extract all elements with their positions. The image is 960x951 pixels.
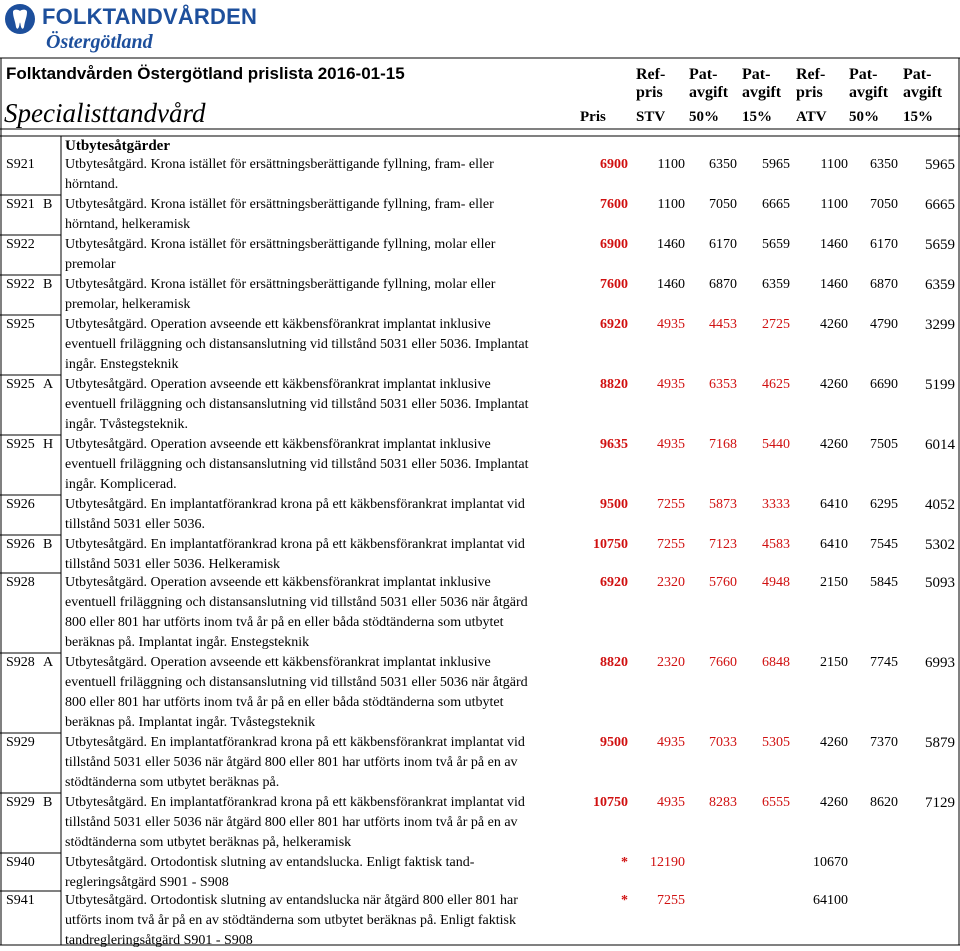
column-header-bottom-6: 15% <box>903 109 933 125</box>
row-description: Utbytesåtgärd. En implantatförankrad krona på ett käkbensförankrat implantat vid tillstånd 5031 eller 5036. Helkeramisk <box>65 537 525 572</box>
cell-pris: 8820 <box>600 655 628 670</box>
cell-pat50-stv: 6353 <box>709 377 737 392</box>
column-header-bottom-3: 15% <box>742 109 772 125</box>
row-description: Utbytesåtgärd. Ortodontisk slutning av entandslucka när åtgärd 800 eller 801 har utförts inom två år på en av stödtänderna som utbytet beräknas på. Enligt faktisk tandregleringsåtgärd S901 - S908 <box>65 893 518 948</box>
table-row <box>0 495 960 535</box>
row-code: S925 <box>6 317 35 332</box>
cell-pris: 8820 <box>600 377 628 392</box>
row-description: Utbytesåtgärd. En implantatförankrad krona på ett käkbensförankrat implantat vid tillstånd 5031 eller 5036 när åtgärd 800 eller 801 har utförts inom två år på en av stödtänderna som utbytet beräknas på. <box>65 735 525 790</box>
table-row <box>0 733 960 793</box>
cell-ref-atv: 10670 <box>813 855 848 870</box>
logo-region-text: Östergötland <box>46 31 153 53</box>
row-description: Utbytesåtgärd. Operation avseende ett käkbensförankrat implantat inklusive eventuell friläggning och distansanslutning vid tillstånd 5031 eller 5036 när åtgärd 800 eller 801 har utförts inom två år på en eller båda stödtänderna som utbytet beräknas på. Implantat ingår. Tvåstegsteknik <box>65 655 528 730</box>
row-code: S940 <box>6 855 35 870</box>
cell-ref-stv: 4935 <box>657 317 685 332</box>
cell-pat15-stv: 4583 <box>762 537 790 552</box>
cell-pat15-stv: 4625 <box>762 377 790 392</box>
cell-pat50-atv: 6350 <box>870 157 898 172</box>
cell-pris: 7600 <box>600 197 628 212</box>
cell-ref-atv: 4260 <box>820 377 848 392</box>
row-variant: B <box>43 277 53 292</box>
cell-pat15-atv: 4052 <box>925 497 955 513</box>
column-header-top-1: Ref- pris <box>636 66 666 101</box>
row-code: S929 <box>6 735 35 750</box>
tooth-logo-icon <box>4 3 36 35</box>
cell-pat50-atv: 6170 <box>870 237 898 252</box>
cell-pat50-atv: 5845 <box>870 575 898 590</box>
row-description: Utbytesåtgärd. Operation avseende ett käkbensförankrat implantat inklusive eventuell friläggning och distansanslutning vid tillstånd 5031 eller 5036. Implantat ingår. Komplicerad. <box>65 437 529 492</box>
row-code: S926 <box>6 537 35 552</box>
cell-pat15-atv: 5199 <box>925 377 955 393</box>
cell-pat15-atv: 6993 <box>925 655 955 671</box>
cell-pat50-stv: 6170 <box>709 237 737 252</box>
cell-pris: 6920 <box>600 575 628 590</box>
row-description: Utbytesåtgärd. En implantatförankrad krona på ett käkbensförankrat implantat vid tillstånd 5031 eller 5036. <box>65 497 525 532</box>
cell-pat50-stv: 7123 <box>709 537 737 552</box>
cell-ref-atv: 4260 <box>820 317 848 332</box>
cell-ref-atv: 4260 <box>820 437 848 452</box>
column-header-bottom-0: Pris <box>580 109 606 125</box>
cell-pat50-atv: 7370 <box>870 735 898 750</box>
row-code: S921 <box>6 157 35 172</box>
column-header-top-4: Ref- pris <box>796 66 826 101</box>
cell-ref-atv: 1100 <box>820 157 848 172</box>
cell-pat50-stv: 6350 <box>709 157 737 172</box>
table-row <box>0 275 960 315</box>
cell-ref-atv: 4260 <box>820 735 848 750</box>
cell-ref-atv: 1100 <box>820 197 848 212</box>
cell-pat15-stv: 6665 <box>762 197 790 212</box>
cell-ref-atv: 1460 <box>820 237 848 252</box>
cell-pat15-atv: 6014 <box>925 437 955 453</box>
row-code: S926 <box>6 497 35 512</box>
cell-pris: 6900 <box>600 157 628 172</box>
cell-pat15-atv: 5965 <box>925 157 955 173</box>
row-description: Utbytesåtgärd. Krona istället för ersättningsberättigande fyllning, molar eller premolar <box>65 237 496 272</box>
table-row <box>0 653 960 733</box>
cell-ref-stv: 7255 <box>657 497 685 512</box>
table-row <box>0 195 960 235</box>
column-header-bottom-4: ATV <box>796 109 827 125</box>
column-header-top-5: Pat- avgift <box>849 66 889 101</box>
cell-pris: * <box>621 855 628 870</box>
cell-ref-atv: 2150 <box>820 575 848 590</box>
cell-pat15-atv: 6665 <box>925 197 955 213</box>
table-row <box>0 235 960 275</box>
cell-pat50-stv: 5873 <box>709 497 737 512</box>
cell-pat50-atv: 7050 <box>870 197 898 212</box>
table-row <box>0 315 960 375</box>
cell-pat15-stv: 4948 <box>762 575 790 590</box>
cell-pris: 7600 <box>600 277 628 292</box>
logo-brand-text: FOLKTANDVÅRDEN <box>42 4 258 29</box>
cell-pat50-atv: 7745 <box>870 655 898 670</box>
cell-ref-stv: 4935 <box>657 377 685 392</box>
table-row <box>0 853 960 893</box>
row-description: Utbytesåtgärd. Operation avseende ett käkbensförankrat implantat inklusive eventuell friläggning och distansanslutning vid tillstånd 5031 eller 5036. Implantat ingår. Tvåstegsteknik. <box>65 377 529 432</box>
cell-ref-stv: 4935 <box>657 437 685 452</box>
cell-pris: * <box>621 893 628 908</box>
cell-ref-atv: 6410 <box>820 537 848 552</box>
cell-pat50-atv: 6690 <box>870 377 898 392</box>
row-variant: B <box>43 537 53 552</box>
cell-pat50-atv: 7545 <box>870 537 898 552</box>
row-code: S929 <box>6 795 35 810</box>
table-row <box>0 155 960 195</box>
cell-ref-atv: 1460 <box>820 277 848 292</box>
cell-pat50-stv: 7033 <box>709 735 737 750</box>
table-row <box>0 435 960 495</box>
row-code: S928 <box>6 655 35 670</box>
row-code: S925 <box>6 377 35 392</box>
row-code: S925 <box>6 437 35 452</box>
cell-pat15-stv: 5965 <box>762 157 790 172</box>
document-title: Folktandvården Östergötland prislista 2016-01-15 <box>6 64 405 83</box>
cell-pris: 9635 <box>600 437 628 452</box>
cell-ref-stv: 1460 <box>657 277 685 292</box>
column-header-top-6: Pat- avgift <box>903 66 943 101</box>
cell-ref-atv: 4260 <box>820 795 848 810</box>
table-row <box>0 573 960 653</box>
table-row <box>0 375 960 435</box>
cell-ref-atv: 6410 <box>820 497 848 512</box>
table-row <box>0 793 960 853</box>
cell-pat50-stv: 7168 <box>709 437 737 452</box>
category-heading: Utbytesåtgärder <box>65 138 170 154</box>
row-code: S928 <box>6 575 35 590</box>
row-description: Utbytesåtgärd. En implantatförankrad krona på ett käkbensförankrat implantat vid tillstånd 5031 eller 5036 när åtgärd 800 eller 801 har utförts inom två år på en av stödtänderna som utbytet beräknas på, helkeramisk <box>65 795 525 850</box>
column-header-bottom-2: 50% <box>689 109 719 125</box>
cell-ref-stv: 1100 <box>657 157 685 172</box>
cell-pat50-atv: 8620 <box>870 795 898 810</box>
column-header-bottom-5: 50% <box>849 109 879 125</box>
column-header-top-2: Pat- avgift <box>689 66 729 101</box>
row-description: Utbytesåtgärd. Krona istället för ersättningsberättigande fyllning, molar eller premolar, helkeramisk <box>65 277 496 312</box>
row-description: Utbytesåtgärd. Operation avseende ett käkbensförankrat implantat inklusive eventuell friläggning och distansanslutning vid tillstånd 5031 eller 5036 när åtgärd 800 eller 801 har utförts inom två år på en eller båda stödtänderna som utbytet beräknas på. Implantat ingår. Enstegsteknik <box>65 575 528 650</box>
cell-pris: 6920 <box>600 317 628 332</box>
row-description: Utbytesåtgärd. Operation avseende ett käkbensförankrat implantat inklusive eventuell friläggning och distansanslutning vid tillstånd 5031 eller 5036. Implantat ingår. Enstegsteknik <box>65 317 529 372</box>
row-code: S922 <box>6 237 35 252</box>
cell-pat15-stv: 6555 <box>762 795 790 810</box>
row-variant: B <box>43 795 53 810</box>
cell-pat15-stv: 5305 <box>762 735 790 750</box>
cell-pris: 9500 <box>600 497 628 512</box>
cell-pat50-stv: 6870 <box>709 277 737 292</box>
cell-ref-atv: 2150 <box>820 655 848 670</box>
cell-pat50-stv: 4453 <box>709 317 737 332</box>
cell-pat50-atv: 4790 <box>870 317 898 332</box>
cell-pat50-atv: 7505 <box>870 437 898 452</box>
row-description: Utbytesåtgärd. Ortodontisk slutning av entandslucka. Enligt faktisk tand- regleringsåtgärd S901 - S908 <box>65 855 475 890</box>
row-variant: H <box>43 437 54 452</box>
row-variant: B <box>43 197 53 212</box>
cell-pris: 10750 <box>593 795 628 810</box>
cell-pat15-stv: 5440 <box>762 437 790 452</box>
cell-pat15-stv: 6359 <box>762 277 790 292</box>
cell-ref-stv: 1460 <box>657 237 685 252</box>
cell-pat15-stv: 3333 <box>762 497 790 512</box>
column-header-bottom-1: STV <box>636 109 666 125</box>
row-code: S922 <box>6 277 35 292</box>
cell-pat15-atv: 5093 <box>925 575 955 591</box>
row-description: Utbytesåtgärd. Krona istället för ersättningsberättigande fyllning, fram- eller hörntand, helkeramisk <box>65 197 494 232</box>
cell-pris: 10750 <box>593 537 628 552</box>
column-header-top-3: Pat- avgift <box>742 66 782 101</box>
cell-pat15-atv: 5302 <box>925 537 955 553</box>
folktandvarden-logo <box>2 2 262 54</box>
cell-pat50-stv: 7660 <box>709 655 737 670</box>
cell-ref-stv: 7255 <box>657 537 685 552</box>
cell-ref-stv: 2320 <box>657 655 685 670</box>
table-row <box>0 535 960 575</box>
cell-pris: 6900 <box>600 237 628 252</box>
cell-ref-stv: 12190 <box>650 855 685 870</box>
row-variant: A <box>43 377 54 392</box>
section-title: Specialisttandvård <box>4 98 206 128</box>
cell-pat15-stv: 2725 <box>762 317 790 332</box>
cell-pat15-atv: 6359 <box>925 277 955 293</box>
cell-pat15-atv: 7129 <box>925 795 955 811</box>
cell-pat50-stv: 5760 <box>709 575 737 590</box>
cell-ref-stv: 1100 <box>657 197 685 212</box>
cell-ref-stv: 2320 <box>657 575 685 590</box>
cell-ref-stv: 4935 <box>657 795 685 810</box>
row-code: S941 <box>6 893 35 908</box>
cell-pat15-atv: 5659 <box>925 237 955 253</box>
table-row <box>0 891 960 951</box>
cell-pat15-atv: 3299 <box>925 317 955 333</box>
cell-ref-atv: 64100 <box>813 893 848 908</box>
cell-pris: 9500 <box>600 735 628 750</box>
cell-pat50-stv: 7050 <box>709 197 737 212</box>
cell-pat15-stv: 5659 <box>762 237 790 252</box>
row-variant: A <box>43 655 54 670</box>
row-code: S921 <box>6 197 35 212</box>
cell-pat15-stv: 6848 <box>762 655 790 670</box>
cell-pat50-atv: 6870 <box>870 277 898 292</box>
cell-ref-stv: 4935 <box>657 735 685 750</box>
cell-pat50-stv: 8283 <box>709 795 737 810</box>
cell-pat15-atv: 5879 <box>925 735 955 751</box>
cell-ref-stv: 7255 <box>657 893 685 908</box>
cell-pat50-atv: 6295 <box>870 497 898 512</box>
row-description: Utbytesåtgärd. Krona istället för ersättningsberättigande fyllning, fram- eller hörntand. <box>65 157 494 192</box>
